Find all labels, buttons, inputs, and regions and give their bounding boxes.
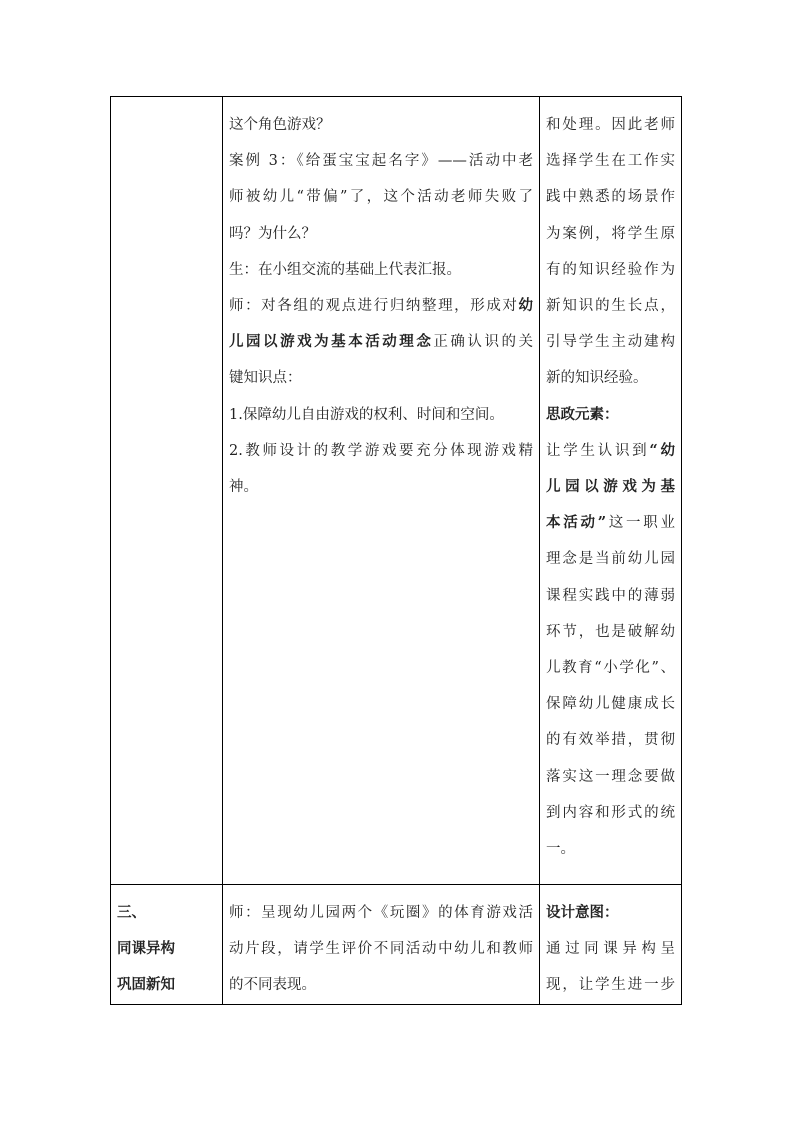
- key-concept-text: 幼: [518, 297, 533, 315]
- text-line: 新知识的生长点，: [546, 298, 675, 315]
- text-line: 动片段，请学生评价不同活动中幼儿和教师: [229, 941, 533, 958]
- text-line: 践中熟悉的场景作: [546, 189, 675, 206]
- text-line: 新的知识经验。: [546, 370, 648, 387]
- text-line: 键知识点：: [229, 370, 302, 387]
- activity-cell: [223, 885, 540, 1005]
- text-line: 生：在小组交流的基础上代表汇报。: [229, 261, 461, 278]
- teacher-summary-line: [229, 288, 533, 324]
- text-line: [546, 505, 675, 541]
- stage-number: 三、: [117, 904, 146, 921]
- stage-cell: [111, 885, 223, 1005]
- text-line: 有的知识经验作为: [546, 261, 675, 278]
- text-line: 环节，也是破解幼: [546, 623, 675, 640]
- design-intent-cell: [540, 97, 682, 885]
- text-line: 案例 3：《给蛋宝宝起名字》——活动中老: [229, 153, 533, 170]
- text-line: 引导学生主动建构: [546, 334, 675, 351]
- text-line: 儿教育“小学化”、: [546, 660, 675, 677]
- text-line: 保障幼儿健康成长: [546, 696, 675, 713]
- text-line: 吗？为什么？: [229, 225, 316, 242]
- text-fragment: 让学生认识到: [546, 442, 650, 459]
- key-concept-text: 儿园以游戏为基: [546, 478, 675, 496]
- key-concept-text: 本活动”: [546, 514, 607, 532]
- text-line: 这个角色游戏？: [229, 117, 331, 133]
- key-point-2: 2.教师设计的教学游戏要充分体现游戏精: [229, 442, 533, 459]
- design-intent-cell: [540, 885, 682, 1005]
- stage-title: 巩固新知: [117, 976, 175, 994]
- text-line: 神。: [229, 479, 258, 496]
- table-row: [111, 885, 682, 1005]
- text-line: [546, 433, 675, 469]
- text-line: 理念是当前幼儿园: [546, 551, 675, 568]
- ideological-element-heading: 思政元素：: [546, 405, 619, 423]
- text-line: 为案例，将学生原: [546, 225, 675, 242]
- text-line: 的有效举措，贯彻: [546, 732, 675, 749]
- text-line: 通过同课异构呈: [546, 941, 675, 958]
- text-line: 到内容和形式的统: [546, 804, 675, 821]
- design-intent-heading: 设计意图：: [546, 904, 619, 921]
- text-line: 课程实践中的薄弱: [546, 587, 675, 604]
- key-point-1: 1.保障幼儿自由游戏的权利、时间和空间。: [229, 406, 504, 423]
- text-line: 现，让学生进一步: [546, 977, 675, 994]
- activity-cell: [223, 97, 540, 885]
- text-line: 的不同表现。: [229, 977, 316, 994]
- text-line: 师被幼儿“带偏”了，这个活动老师失败了: [229, 189, 533, 206]
- text-line: 选择学生在工作实: [546, 153, 675, 170]
- stage-cell: [111, 97, 223, 885]
- text-line: 和处理。因此老师: [546, 117, 675, 133]
- text-line: 一。: [546, 841, 575, 858]
- lesson-plan-table: [110, 96, 682, 1005]
- text-line: 落实这一理念要做: [546, 768, 675, 785]
- text-fragment: 这一职业: [606, 515, 676, 532]
- key-concept-text: 儿园以游戏为基本活动理念: [229, 333, 434, 351]
- key-concept-text: “幼: [649, 441, 675, 459]
- text-line: 师：呈现幼儿园两个《玩圈》的体育游戏活: [229, 905, 533, 921]
- text-fragment: 师：对各组的观点进行归纳整理，形成对: [229, 298, 519, 315]
- teacher-summary-line: [229, 324, 533, 360]
- text-fragment: 正确认识的关: [433, 334, 534, 351]
- stage-title: 同课异构: [117, 940, 175, 958]
- table-row: [111, 97, 682, 885]
